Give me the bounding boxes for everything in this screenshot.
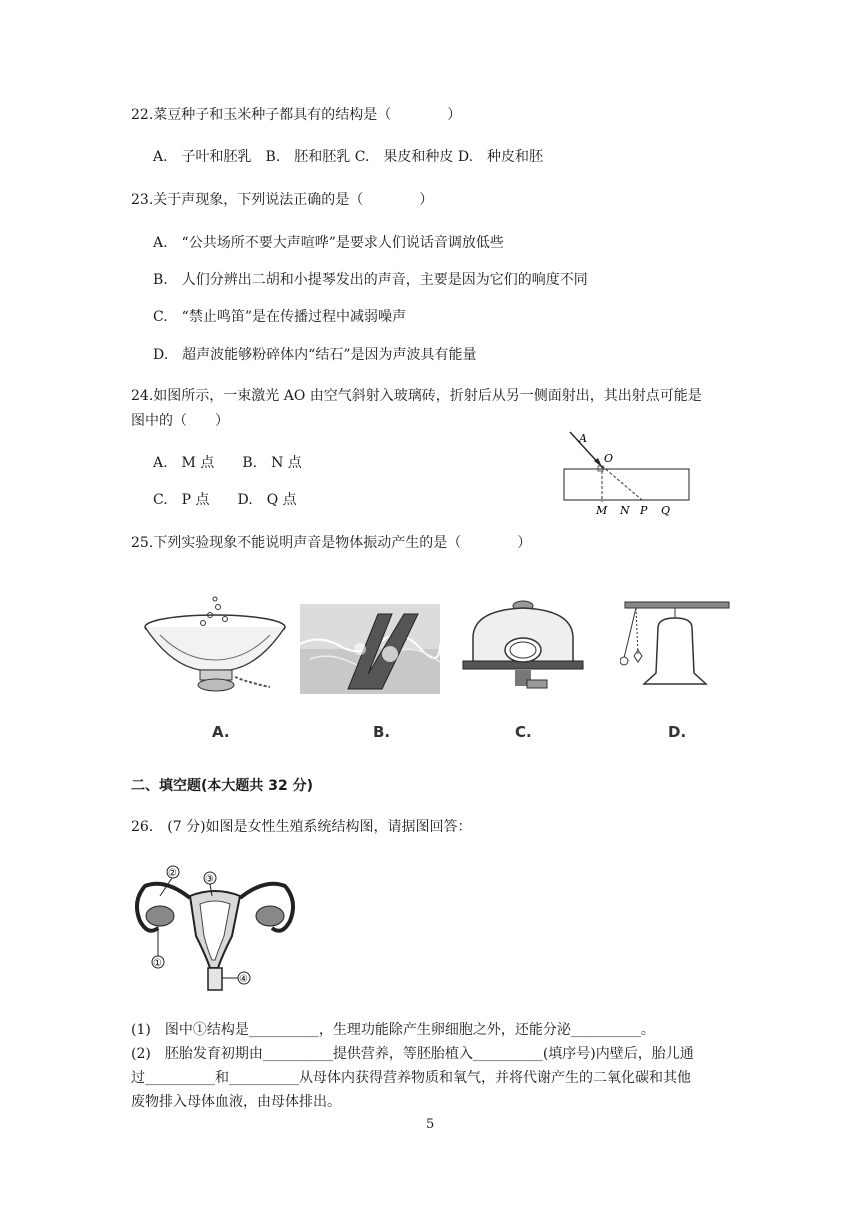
q24-stem-line1: 24.如图所示，一束激光 AO 由空气斜射入玻璃砖，折射后从另一侧面射出，其出射点可能是 <box>131 388 702 404</box>
refracted-ray <box>602 466 642 500</box>
q24-options-ab: A. M 点 B. N 点 <box>153 455 302 471</box>
label-m: M <box>596 504 608 517</box>
page-number: 5 <box>426 1117 435 1132</box>
label-n: N <box>620 504 630 517</box>
q25-figure-b-tuning-fork <box>300 604 440 694</box>
label-a: A <box>579 432 587 445</box>
q26-sub2-line1: (2) 胚胎发育初期由__________提供营养，等胚胎植入__________(填序号)内壁后，胎儿通 <box>131 1046 694 1062</box>
q25-caption-a: A. <box>212 723 230 741</box>
label-3: ③ <box>205 874 214 885</box>
q23-option-a: A. “公共场所不要大声喧哗”是要求人们说话音调放低些 <box>153 235 504 251</box>
q23-option-b: B. 人们分辨出二胡和小提琴发出的声音，主要是因为它们的响度不同 <box>153 272 588 288</box>
label-p: P <box>640 504 648 517</box>
q25-figure-a-speaker <box>140 595 290 695</box>
q26-stem: 26. (7 分)如图是女性生殖系统结构图，请据图回答： <box>131 819 472 835</box>
q25-caption-c: C. <box>515 723 532 741</box>
q26-sub2-line3: 废物排入母体血液，由母体排出。 <box>131 1094 341 1110</box>
q25-caption-b: B. <box>373 723 391 741</box>
q23-option-c: C. “禁止鸣笛”是在传播过程中减弱噪声 <box>153 309 406 325</box>
q26-sub2-line2: 过__________和__________从母体内获得营养物质和氧气，并将代谢产生的二氧化碳和其他 <box>131 1070 691 1086</box>
q25-figure-d-pendulum-bell <box>620 598 730 698</box>
q24-stem-line2: 图中的（ ） <box>131 413 229 429</box>
q22-options: A. 子叶和胚乳 B. 胚和胚乳 C. 果皮和种皮 D. 种皮和胚 <box>153 149 544 165</box>
label-4: ④ <box>239 974 248 985</box>
section-2-title: 二、填空题(本大题共 32 分) <box>131 778 314 794</box>
q26-reproductive-system-figure <box>130 856 300 996</box>
label-q: Q <box>661 504 671 517</box>
label-2: ② <box>168 868 177 879</box>
q25-caption-d: D. <box>668 723 687 741</box>
q25-stem: 25.下列实验现象不能说明声音是物体振动产生的是（ ） <box>131 535 532 551</box>
q23-stem: 23.关于声现象，下列说法正确的是（ ） <box>131 192 434 208</box>
q25-figure-c-bell-jar <box>455 598 590 698</box>
q23-option-d: D. 超声波能够粉碎体内“结石”是因为声波具有能量 <box>153 347 477 363</box>
q24-glass-brick-figure <box>560 428 695 520</box>
label-1: ① <box>153 958 162 969</box>
glass-brick <box>564 469 689 500</box>
q24-options-cd: C. P 点 D. Q 点 <box>153 492 297 508</box>
q22-stem: 22.菜豆种子和玉米种子都具有的结构是（ ） <box>131 107 462 123</box>
label-o: O <box>604 452 614 465</box>
q26-sub1: (1) 图中①结构是__________，生理功能除产生卵细胞之外，还能分泌__________。 <box>131 1022 655 1038</box>
